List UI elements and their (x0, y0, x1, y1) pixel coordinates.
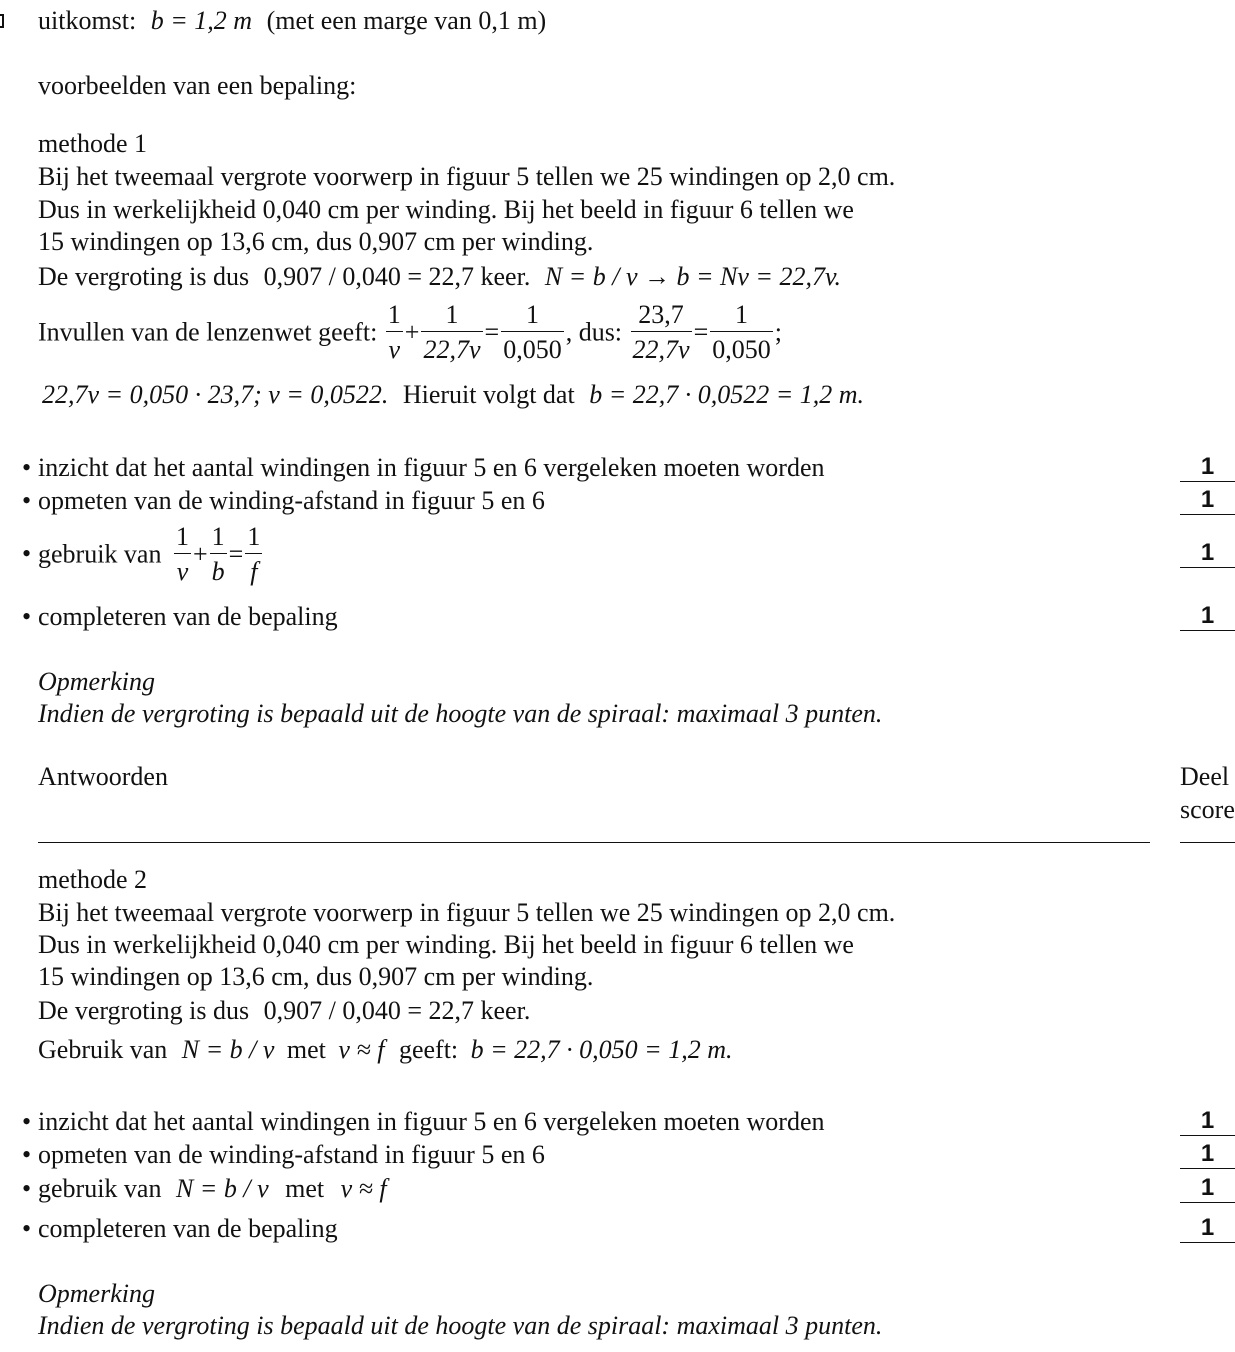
methode2-line1: Bij het tweemaal vergrote voorwerp in figuur 5 tellen we 25 windingen op 2,0 cm. (38, 898, 896, 927)
bullet: • (22, 1107, 32, 1136)
fraction-1-over-0-050: $\frac{1}{0,050}$ (503, 300, 562, 364)
bullet: • (22, 539, 32, 568)
methode2-line4 (38, 998, 530, 1024)
methode2-l5-geeft: geeft: (398, 1035, 459, 1064)
criteria2-item-text: gebruik van (38, 1174, 162, 1203)
criteria2-item: completeren van de bepaling (38, 1214, 338, 1243)
fraction-1-over-f: $\frac{1}{f}$ (247, 522, 261, 586)
criteria1-item: opmeten van de winding-afstand in figuur 5 en 6 (38, 486, 545, 515)
methode1-line4 (38, 264, 841, 290)
uitkomst-marge: (met een marge van 0,1 m) (266, 6, 547, 35)
bullet: • (22, 486, 32, 515)
criteria2-formula1: N = b / v (175, 1174, 269, 1203)
fraction-23-7-over-22-7v: $\frac{23,7}{22,7v}$ (632, 300, 690, 364)
methode1-line6 (42, 382, 864, 408)
methode2-l5-formula3: b = 22,7 · 0,050 = 1,2 m. (470, 1035, 733, 1064)
deelscore-header-line1: Deel (1180, 762, 1230, 791)
header-rule-left (38, 842, 1150, 843)
criteria1-item-lens: gebruik van $\frac{1}{v}$ + $\frac{1}{b}$ = $\frac{1}{f}$ (38, 522, 261, 586)
methode1-l4-formula: N = b / v → b = Nv = 22,7v. (544, 262, 842, 291)
methode1-l6-text: Hieruit volgt dat (402, 380, 575, 409)
score-value: 1 (1180, 541, 1235, 568)
bullet: • (22, 602, 32, 631)
criteria2-formula2: v ≈ f (340, 1174, 387, 1203)
bullet: • (22, 1174, 32, 1203)
criteria2-item-formula (38, 1176, 387, 1202)
criteria2-item: inzicht dat het aantal windingen in figuur 5 en 6 vergeleken moeten worden (38, 1107, 825, 1136)
criteria1-item-text: gebruik van (38, 539, 162, 569)
deelscore-header-line2: score (1180, 795, 1235, 824)
methode1-line1: Bij het tweemaal vergrote voorwerp in figuur 5 tellen we 25 windingen op 2,0 cm. (38, 162, 896, 191)
methode1-lenzenwet-line: Invullen van de lenzenwet geeft: $\frac{1}{v}$ + $\frac{1}{22,7v}$ = $\frac{1}{0,050}$ , dus: $\frac{23,7}{22,7v}$ = $\frac{1}{0,050}$ ; (38, 300, 782, 364)
methode1-l5-text: Invullen van de lenzenwet geeft: (38, 317, 378, 347)
score-value: 1 (1180, 1142, 1235, 1169)
score-value: 1 (1180, 488, 1235, 515)
antwoorden-header: Antwoorden (38, 762, 168, 791)
methode1-title: methode 1 (38, 129, 148, 158)
methode2-l5-met: met (286, 1035, 326, 1064)
methode1-l6-formula: 22,7v = 0,050 · 23,7; v = 0,0522. (42, 380, 389, 409)
checkbox-marker (0, 14, 4, 28)
methode2-line2: Dus in werkelijkheid 0,040 cm per winding. Bij het beeld in figuur 6 tellen we (38, 930, 854, 959)
fraction-1-over-b: $\frac{1}{b}$ (211, 522, 225, 586)
methode2-l4-calc: 0,907 / 0,040 = 22,7 keer. (263, 996, 531, 1025)
methode2-l5-formula2: v ≈ f (338, 1035, 385, 1064)
opmerking1-text: Indien de vergroting is bepaald uit de hoogte van de spiraal: maximaal 3 punten. (38, 699, 883, 728)
methode2-l5-formula1: N = b / v (181, 1035, 275, 1064)
fraction-1-over-v: $\frac{1}{v}$ (387, 300, 401, 364)
score-value: 1 (1180, 1109, 1235, 1136)
bullet: • (22, 1214, 32, 1243)
score-value: 1 (1180, 455, 1235, 482)
methode2-title: methode 2 (38, 865, 148, 894)
score-value: 1 (1180, 1176, 1235, 1203)
opmerking1-title: Opmerking (38, 667, 155, 696)
score-value: 1 (1180, 1216, 1235, 1243)
methode1-l6-result: b = 22,7 · 0,0522 = 1,2 m. (589, 380, 865, 409)
bullet: • (22, 1140, 32, 1169)
methode2-line5 (38, 1037, 733, 1063)
criteria1-item: inzicht dat het aantal windingen in figuur 5 en 6 vergeleken moeten worden (38, 453, 825, 482)
criteria2-item: opmeten van de winding-afstand in figuur 5 en 6 (38, 1140, 545, 1169)
methode2-l5-text: Gebruik van (38, 1035, 168, 1064)
fraction-1-over-22-7v: $\frac{1}{22,7v}$ (423, 300, 481, 364)
criteria2-met: met (285, 1174, 325, 1203)
methode1-line3: 15 windingen op 13,6 cm, dus 0,907 cm per winding. (38, 227, 594, 256)
opmerking2-title: Opmerking (38, 1279, 155, 1308)
methode1-l4-calc: 0,907 / 0,040 = 22,7 keer. (263, 262, 531, 291)
header-rule-right (1180, 842, 1235, 843)
methode1-l4-text: De vergroting is dus (38, 262, 250, 291)
fraction-1-over-v: $\frac{1}{v}$ (175, 522, 189, 586)
methode1-line2: Dus in werkelijkheid 0,040 cm per winding. Bij het beeld in figuur 6 tellen we (38, 195, 854, 224)
methode2-line3: 15 windingen op 13,6 cm, dus 0,907 cm per winding. (38, 962, 594, 991)
uitkomst-line (38, 8, 546, 34)
voorbeelden-label: voorbeelden van een bepaling: (38, 71, 357, 100)
uitkomst-label: uitkomst: (38, 6, 137, 35)
bullet: • (22, 453, 32, 482)
uitkomst-formula: b = 1,2 m (150, 6, 253, 35)
dus-text: , dus: (565, 317, 623, 347)
criteria1-item: completeren van de bepaling (38, 602, 338, 631)
opmerking2-text: Indien de vergroting is bepaald uit de hoogte van de spiraal: maximaal 3 punten. (38, 1311, 883, 1340)
fraction-1-over-0-050-b: $\frac{1}{0,050}$ (712, 300, 771, 364)
methode2-l4-text: De vergroting is dus (38, 996, 250, 1025)
score-value: 1 (1180, 604, 1235, 631)
